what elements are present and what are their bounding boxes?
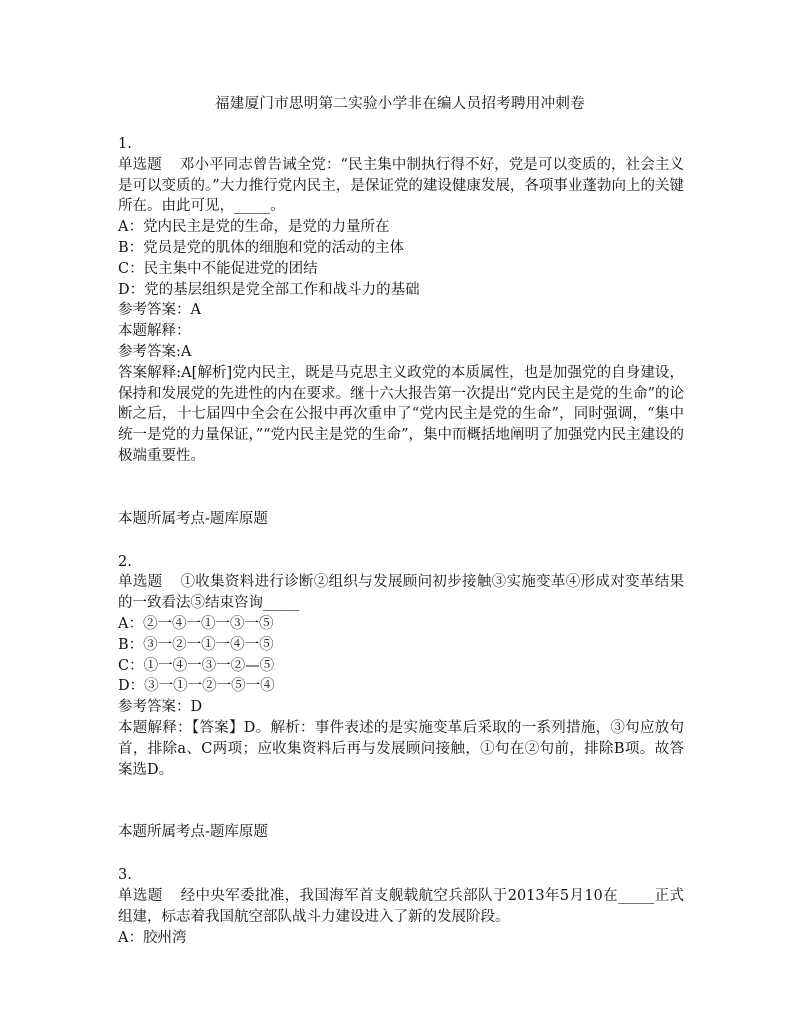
option-a: A：胶州湾 — [118, 929, 187, 946]
reference-answer-alt: 参考答案:A — [118, 343, 192, 360]
option-b: B：③一②一①一④一⑤ — [118, 636, 274, 653]
option-d: D：党的基层组织是党全部工作和战斗力的基础 — [118, 281, 420, 298]
topic-label: 本题所属考点-题库原题 — [118, 824, 268, 841]
question-stem-text: 邓小平同志曾告诫全党：“民主集中制执行得不好，党是可以变质的，社会主义是可以变质的。”大力推行党内民主，是保证党的建设健康发展，各项事业蓬勃向上的关键所在。由此可见，_____。 — [118, 156, 685, 215]
question-type: 单选题 — [118, 887, 163, 904]
question-3 — [118, 865, 684, 948]
option-d: D：③一①一②一⑤一④ — [118, 678, 275, 695]
question-number: 3. — [118, 867, 132, 884]
question-2 — [118, 552, 684, 866]
answer-analysis: 答案解释:A[解析]党内民主，既是马克思主义政党的本质属性，也是加强党的自身建设，保持和发展党的先进性的内在要求。继十六大报告第一次提出“党内民主是党的生命”的论断之后，十七届四中全会在公报中再次重申了“党内民主是党的生命”，同时强调，“集中统一是党的力量保证，”“党内民主是党的生命”，集中而概括地阐明了加强党内民主建设的极端重要性。 — [118, 364, 684, 464]
question-stem — [118, 886, 684, 928]
question-stem-text: 经中央军委批准，我国海军首支舰载航空兵部队于2013年5月10在_____正式组建，标志着我国航空部队战斗力建设进入了新的发展阶段。 — [118, 887, 684, 925]
reference-answer: 参考答案：D — [118, 699, 203, 716]
question-1 — [118, 134, 684, 552]
question-stem — [118, 572, 684, 614]
topic-label: 本题所属考点-题库原题 — [118, 510, 268, 527]
question-stem-text: ①收集资料进行诊断②组织与发展顾问初步接触③实施变革④形成对变革结果的一致看法⑤结束咨询_____ — [118, 574, 685, 612]
question-type: 单选题 — [118, 156, 162, 173]
answer-analysis: 本题解释：【答案】D。解析：事件表述的是实施变革后采取的一系列措施，③句应放句首，排除a、C两项；应收集资料后再与发展顾问接触，①句在②句前，排除B项。故答案选D。 — [118, 719, 684, 778]
question-number: 2. — [118, 553, 132, 570]
question-stem — [118, 155, 684, 217]
document-body — [118, 134, 684, 948]
document-title: 福建厦门市思明第二实验小学非在编人员招考聘用冲刺卷 — [215, 96, 585, 112]
option-b: B：党员是党的肌体的细胞和党的活动的主体 — [118, 239, 405, 256]
analysis-label: 本题解释： — [118, 323, 191, 340]
question-number: 1. — [118, 136, 132, 152]
option-a: A：②一④一①一③一⑤ — [118, 615, 274, 632]
reference-answer: 参考答案：A — [118, 302, 201, 319]
option-a: A：党内民主是党的生命，是党的力量所在 — [118, 219, 390, 236]
option-c: C：①一④一③一②—⑤ — [118, 657, 275, 674]
option-c: C：民主集中不能促进党的团结 — [118, 260, 318, 277]
question-type: 单选题 — [118, 574, 163, 591]
